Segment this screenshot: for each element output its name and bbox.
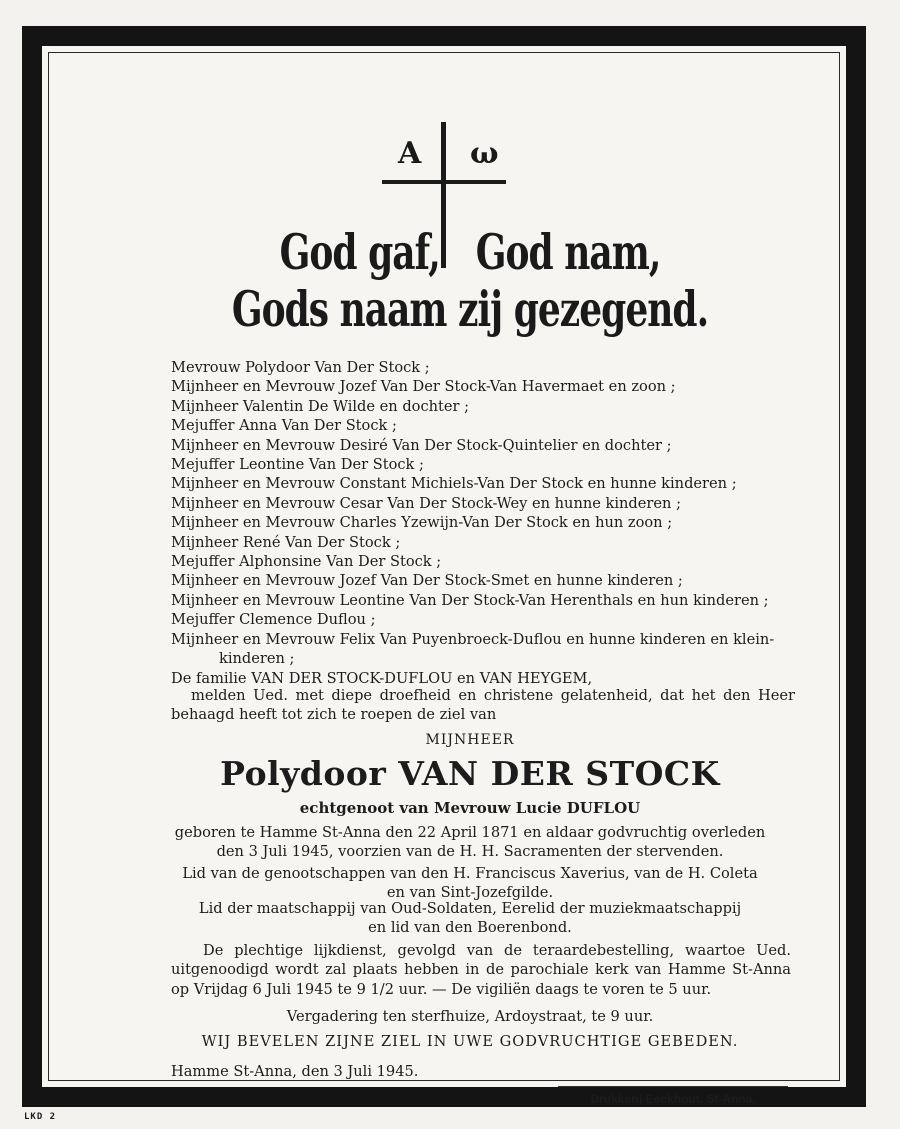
catalog-code: LKD 2 xyxy=(24,1112,57,1122)
memberships-block-1 xyxy=(42,864,898,903)
mourner-line: Mejuffer Clemence Duflou ; xyxy=(171,611,376,629)
mourner-line: Mejuffer Leontine Van Der Stock ; xyxy=(171,456,424,474)
mourner-line: Mejuffer Alphonsine Van Der Stock ; xyxy=(171,553,442,571)
mourner-line: Mijnheer en Mevrouw Jozef Van Der Stock-Van Havermaet en zoon ; xyxy=(171,378,676,396)
membership-line: Lid van de genootschappen van den H. Franciscus Xaverius, van de H. Coleta xyxy=(182,865,758,882)
title-prefix: MIJNHEER xyxy=(425,732,515,748)
printer-rule xyxy=(558,1086,788,1087)
motto-left: God gaf, xyxy=(279,224,440,282)
mourning-border xyxy=(22,26,866,1107)
spouse-line: echtgenoot van Mevrouw Lucie DUFLOU xyxy=(299,799,641,817)
motto-right: God nam, xyxy=(475,224,661,282)
mourner-line: Mijnheer en Mevrouw Jozef Van Der Stock-Smet en hunne kinderen ; xyxy=(171,572,683,590)
mourner-line: kinderen ; xyxy=(219,650,295,668)
birth-death-block xyxy=(42,823,898,862)
announcement-text: melden Ued. met diepe droefheid en christene gelatenheid, dat het den Heer behaagd heeft tot zich te roepen de ziel van xyxy=(171,687,795,724)
memberships-block-2 xyxy=(42,899,898,938)
membership-line: Lid der maatschappij van Oud-Soldaten, Eerelid der muziekmaatschappij xyxy=(198,900,742,917)
membership-line: en lid van den Boerenbond. xyxy=(368,919,572,937)
membership-line: en van Sint-Jozefgilde. xyxy=(386,884,554,902)
cross-horizontal xyxy=(382,180,506,184)
meeting-line: Vergadering ten sterfhuize, Ardoystraat, te 9 uur. xyxy=(286,1008,654,1025)
family-line: De familie VAN DER STOCK-DUFLOU en VAN HEYGEM, xyxy=(171,669,593,687)
birth-death-line: geboren te Hamme St-Anna den 22 April 1871 en aldaar godvruchtig overleden xyxy=(174,824,766,841)
card-body xyxy=(42,46,846,1106)
mourners-list xyxy=(171,358,811,688)
funeral-details: De plechtige lijkdienst, gevolgd van de teraardebestelling, waartoe Ued. uitgenoodigd wordt zal plaats hebben in de parochiale kerk van Hamme St-Anna op Vrijdag 6 Juli 1945 te 9 1/2 uur. — De vigiliën daags te voren te 5 uur. xyxy=(171,942,791,998)
deceased-name: Polydoor VAN DER STOCK xyxy=(220,754,720,793)
alpha-symbol: A xyxy=(398,136,422,171)
omega-symbol: ω xyxy=(470,136,499,171)
mourner-line: Mijnheer en Mevrouw Leontine Van Der Stock-Van Herenthals en hun kinderen ; xyxy=(171,591,769,609)
prayer-line: WIJ BEVELEN ZIJNE ZIEL IN UWE GODVRUCHTIGE GEBEDEN. xyxy=(201,1033,739,1050)
mourner-line: Mijnheer en Mevrouw Felix Van Puyenbroeck-Duflou en hunne kinderen en klein- xyxy=(171,630,775,648)
place-date: Hamme St-Anna, den 3 Juli 1945. xyxy=(171,1063,419,1080)
printer-credit: Drukkerij Eeckhout, St-Anna. xyxy=(590,1092,756,1106)
mourner-line: Mijnheer en Mevrouw Desiré Van Der Stock-Quintelier en dochter ; xyxy=(171,436,672,454)
mourner-line: Mevrouw Polydoor Van Der Stock ; xyxy=(171,359,430,376)
mourner-line: Mijnheer Valentin De Wilde en dochter ; xyxy=(171,397,470,415)
mourner-line: Mijnheer René Van Der Stock ; xyxy=(171,533,401,551)
mourner-line: Mijnheer en Mevrouw Charles Yzewijn-Van Der Stock en hun zoon ; xyxy=(171,514,673,532)
mourner-line: Mejuffer Anna Van Der Stock ; xyxy=(171,417,397,435)
motto-line-1 xyxy=(42,225,898,282)
motto-line-2: Gods naam zij gezegend. xyxy=(231,281,709,339)
mourner-line: Mijnheer en Mevrouw Constant Michiels-Van Der Stock en hunne kinderen ; xyxy=(171,475,737,493)
mourner-line: Mijnheer en Mevrouw Cesar Van Der Stock-Wey en hunne kinderen ; xyxy=(171,494,681,512)
birth-death-line: den 3 Juli 1945, voorzien van de H. H. Sacramenten der stervenden. xyxy=(216,843,724,861)
